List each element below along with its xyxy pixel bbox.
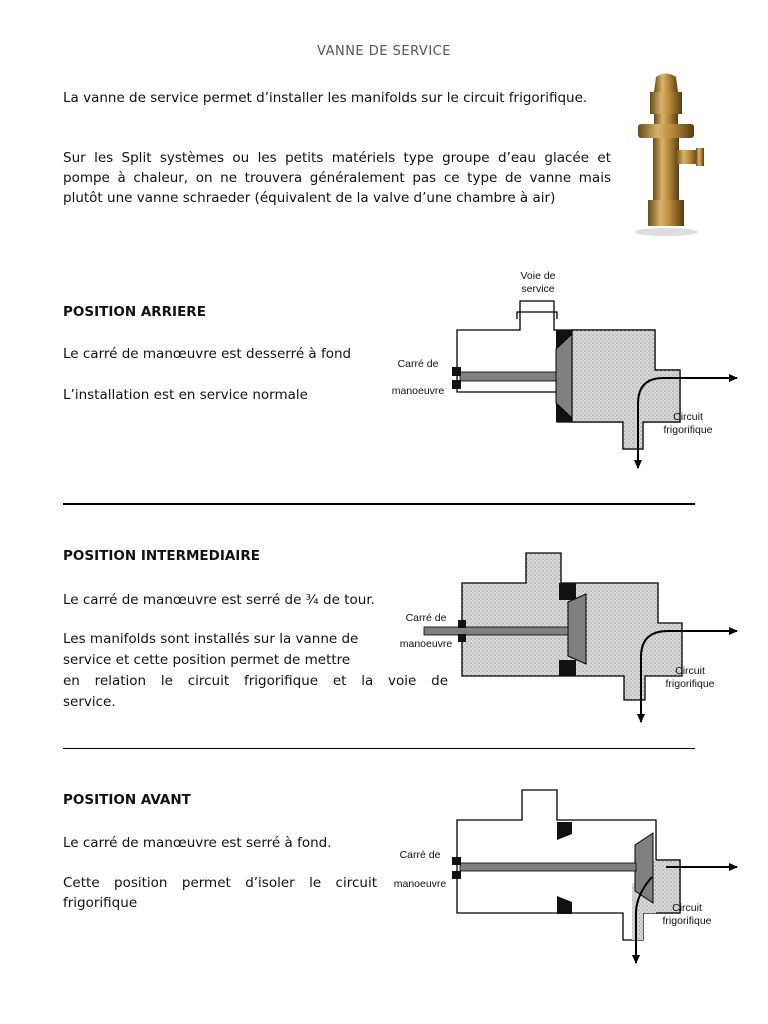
intermediaire-para-line: en relation le circuit frigorifique et la voie de xyxy=(63,673,448,689)
intermediaire-para-line: Les manifolds sont installés sur la vanne de xyxy=(63,631,359,647)
circuit-label-2: frigorifique xyxy=(665,678,715,690)
circuit-label-1: Circuit xyxy=(672,902,702,914)
section-divider xyxy=(63,503,695,505)
avant-line-1: Le carré de manœuvre est serré à fond. xyxy=(63,835,332,851)
avant-paragraph xyxy=(63,873,377,913)
intermediaire-line-1: Le carré de manœuvre est serré de ¾ de tour. xyxy=(63,592,375,608)
handle-label-2: manoeuvre xyxy=(399,638,453,650)
diagram-position-intermediaire xyxy=(390,550,750,730)
circuit-label-2: frigorifique xyxy=(663,424,713,436)
circuit-label-1: Circuit xyxy=(675,665,705,677)
avant-para-line: Cette position permet d’isoler le circuit xyxy=(63,875,377,891)
intro-paragraph-1: La vanne de service permet d’installer les manifolds sur le circuit frigorifique. xyxy=(63,90,588,106)
section-title-intermediaire: POSITION INTERMEDIAIRE xyxy=(63,548,260,564)
section-divider xyxy=(63,748,695,749)
valve-photo xyxy=(626,72,706,237)
arriere-line-2: L’installation est en service normale xyxy=(63,387,308,403)
handle-label-2: manoeuvre xyxy=(393,878,447,890)
page-title: VANNE DE SERVICE xyxy=(317,44,451,59)
diagram-position-arriere xyxy=(380,262,750,477)
intermediaire-para-line: service et cette position permet de mettre xyxy=(63,652,351,668)
section-title-avant: POSITION AVANT xyxy=(63,792,191,808)
handle-label-2: manoeuvre xyxy=(391,385,445,397)
handle-label-1: Carré de xyxy=(397,358,439,370)
handle-label-1: Carré de xyxy=(399,849,441,861)
diagram-position-avant xyxy=(390,785,750,970)
intermediaire-para-line: service. xyxy=(63,694,116,710)
section-title-arriere: POSITION ARRIERE xyxy=(63,304,206,320)
service-port-label-1: Voie de xyxy=(520,270,556,282)
circuit-label-2: frigorifique xyxy=(662,915,712,927)
service-port-label-2: service xyxy=(521,283,555,295)
arriere-line-1: Le carré de manœuvre est desserré à fond xyxy=(63,346,352,362)
handle-label-1: Carré de xyxy=(405,612,447,624)
intro-paragraph-2: Sur les Split systèmes ou les petits matériels type groupe d’eau glacée et pompe à chaleur, on ne trouvera généralement pas ce type de vanne mais plutôt une vanne schraeder (équivalent de la valve d’une chambre à air) xyxy=(63,150,611,206)
circuit-label-1: Circuit xyxy=(673,411,703,423)
avant-para-line: frigorifique xyxy=(63,895,138,911)
